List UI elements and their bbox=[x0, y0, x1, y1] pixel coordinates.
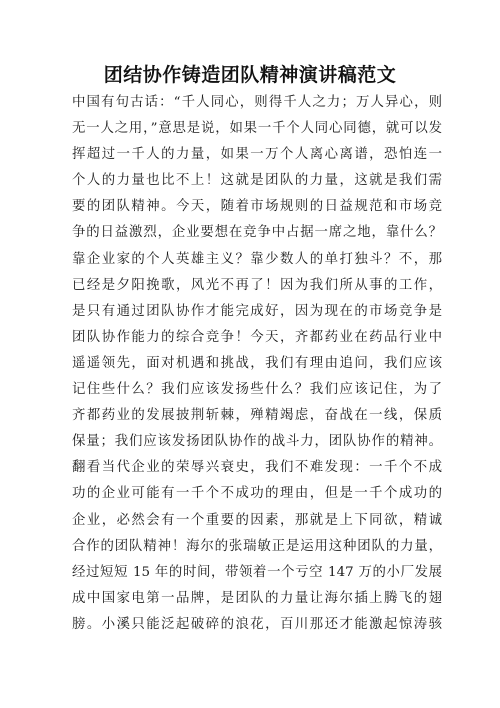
text-line: 团队协作能力的综合竞争！今天，齐都药业在药品行业中 bbox=[72, 329, 442, 345]
text-line: 合作的团队精神！海尔的张瑞敏正是运用这种团队的力量， bbox=[72, 538, 442, 554]
text-line: 翻看当代企业的荣辱兴衰史，我们不难发现：一千个不成 bbox=[72, 460, 442, 476]
text-line: 保量；我们应该发扬团队协作的战斗力，团队协作的精神。 bbox=[72, 434, 442, 450]
page-title: 团结协作铸造团队精神演讲稿范文 bbox=[103, 64, 397, 86]
text-line: 膀。小溪只能泛起破碎的浪花，百川那还才能激起惊涛骇 bbox=[72, 616, 442, 632]
text-line: 记住些什么？我们应该发扬些什么？我们应该记住，为了 bbox=[72, 382, 442, 398]
text-line: 成中国家电第一品牌，是团队的力量让海尔插上腾飞的翅 bbox=[72, 590, 442, 606]
body-text bbox=[72, 90, 442, 638]
text-line: 无一人之用，”意思是说，如果一千个人同心同德，就可以发 bbox=[72, 121, 442, 137]
text-line: 功的企业可能有一千个不成功的理由，但是一千个成功的 bbox=[72, 486, 442, 502]
text-line: 齐都药业的发展披荆斩棘，殚精竭虑，奋战在一线，保质 bbox=[72, 408, 442, 424]
text-line: 企业，必然会有一个重要的因素，那就是上下同欲，精诚 bbox=[72, 512, 442, 528]
text-line: 个人的力量也比不上！这就是团队的力量，这就是我们需 bbox=[72, 173, 442, 189]
text-line: 挥超过一千人的力量，如果一万个人离心离谱，恐怕连一 bbox=[72, 147, 442, 163]
text-line: 靠企业家的个人英雄主义？靠少数人的单打独斗？不，那 bbox=[72, 251, 442, 267]
text-line: 争的日益激烈，企业要想在竞争中占据一席之地，靠什么？ bbox=[72, 225, 442, 241]
text-line: 遥遥领先，面对机遇和挑战，我们有理由追问，我们应该 bbox=[72, 355, 442, 371]
text-line: 经过短短 15 年的时间，带领着一个亏空 147 万的小厂发展 bbox=[72, 564, 442, 580]
text-line: 要的团队精神。今天，随着市场规则的日益规范和市场竞 bbox=[72, 199, 442, 215]
text-line: 是只有通过团队协作才能完成好，因为现在的市场竞争是 bbox=[72, 303, 442, 319]
text-line: 已经是夕阳挽歌，风光不再了！因为我们所从事的工作， bbox=[72, 277, 442, 293]
text-line: 中国有句古话：“千人同心，则得千人之力；万人异心，则 bbox=[72, 95, 442, 110]
